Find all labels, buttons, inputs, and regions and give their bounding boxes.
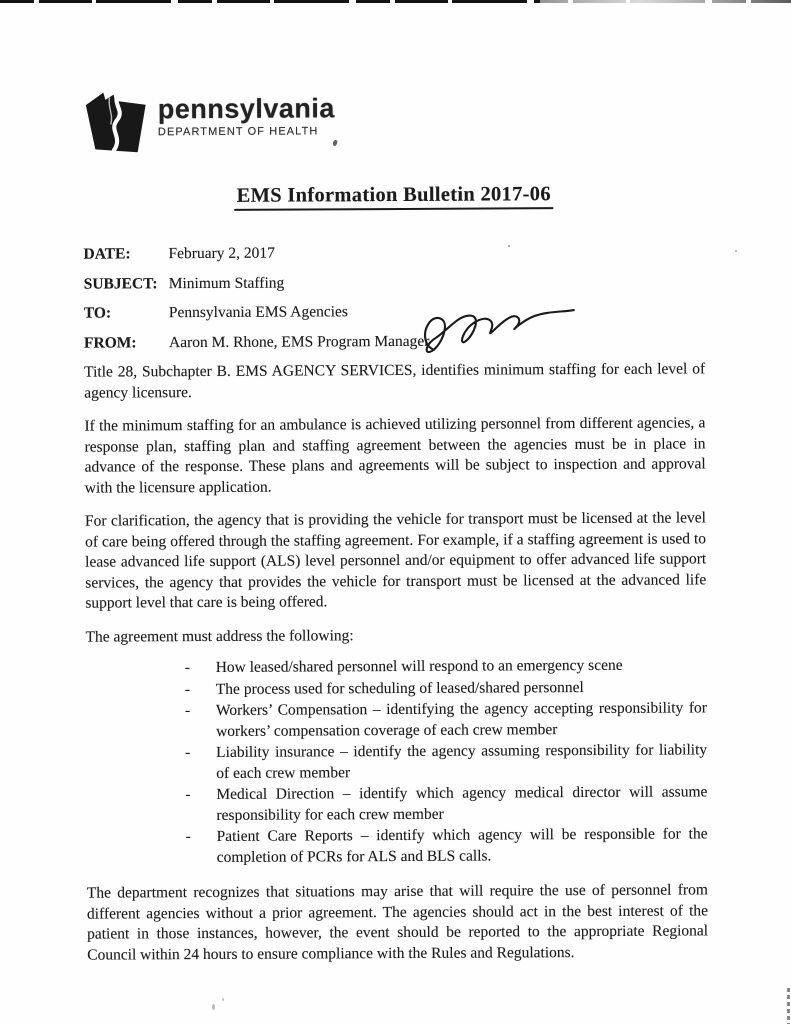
logo-brand-wordmark: pennsylvania [157,93,335,125]
meta-value-from: Aaron M. Rhone, EMS Program Manager [168,332,430,351]
pennsylvania-keystone-icon [83,89,149,155]
agreement-requirements-list [181,655,708,868]
list-item [181,655,707,678]
meta-value-to: Pennsylvania EMS Agencies [168,303,348,322]
meta-value-date: February 2, 2017 [168,244,275,263]
list-item [181,740,707,784]
meta-row-subject [84,271,705,294]
memo-meta-block [83,241,705,353]
bullet-dash: - [185,828,191,846]
list-item [181,782,707,826]
meta-row-to [84,300,705,323]
meta-row-from [84,330,705,353]
list-item [181,698,707,742]
meta-value-subject: Minimum Staffing [168,274,285,292]
list-item-text: Patient Care Reports – identify which agency will be responsible for the completion of PCRs for ALS and BLS calls. [216,825,708,866]
document-body [83,86,709,978]
scan-artifact-top-fade [540,0,791,4]
bullet-dash: - [185,744,191,762]
list-intro: The agreement must address the following: [85,626,354,646]
page-title: EMS Information Bulletin 2017-06 [235,183,553,211]
list-item-text: How leased/shared personnel will respond to an emergency scene [215,656,623,676]
meta-label-to: TO: [83,304,112,322]
logo-department-line: DEPARTMENT OF HEALTH [157,125,319,139]
paragraph-response-plan: If the minimum staffing for an ambulance is achieved utilizing personnel from different agencies, a response plan, staffing plan and staffing agreement between the agencies must be in place in advance of the response. These plans and agreements will be subject to inspection and approval with the licensure application. [84,414,706,497]
title-row [83,182,704,211]
list-item-text: Workers’ Compensation – identifying the agency accepting responsibility for workers’ compensation coverage of each crew member [215,699,707,740]
list-item [182,824,708,868]
agency-logo [83,86,704,159]
list-item-text: Liability insurance – identify the agency assuming responsibility for liability of each crew member [216,741,708,782]
scan-artifact-speck [735,250,737,252]
bullet-dash: - [184,702,191,720]
scan-artifact-speck [212,1004,215,1010]
meta-row-date [83,241,704,264]
meta-label-date: DATE: [83,245,131,263]
list-item [181,677,707,700]
bullet-dash: - [184,659,190,677]
bullet-dash: - [185,786,191,804]
list-item-text: Medical Direction – identify which agency medical director will assume responsibility for each crew member [216,783,708,824]
meta-label-subject: SUBJECT: [83,274,158,293]
logo-text [158,88,335,138]
paragraph-licensure: Title 28, Subchapter B. EMS AGENCY SERVICES, identifies minimum staffing for each level of agency licensure. [84,360,706,402]
meta-label-from: FROM: [83,333,137,352]
scan-artifact-speck [222,998,224,1001]
bullet-dash: - [184,680,191,698]
scan-artifact-right-edge [787,988,790,1024]
paragraph-clarification: For clarification, the agency that is providing the vehicle for transport must be licensed at the level of care being offered through the staffing agreement. For example, if a staffing agreement is used to lease advanced life support (ALS) level personnel and/or equipment to offer advanced life support services, the agency that provides the vehicle for transport must be licensed at the advanced life support level that care is being offered. [84,509,707,612]
paragraph-closing: The department recognizes that situations may arise that will require the use of personnel from different agencies without a prior agreement. The agencies should act in the best interest of the patient in those instances, however, the event should be reported to the appropriate Regional Council within 24 hours to ensure compliance with the Rules and Regulations. [86,881,709,964]
list-item-text: The process used for scheduling of leased/shared personnel [215,678,584,698]
